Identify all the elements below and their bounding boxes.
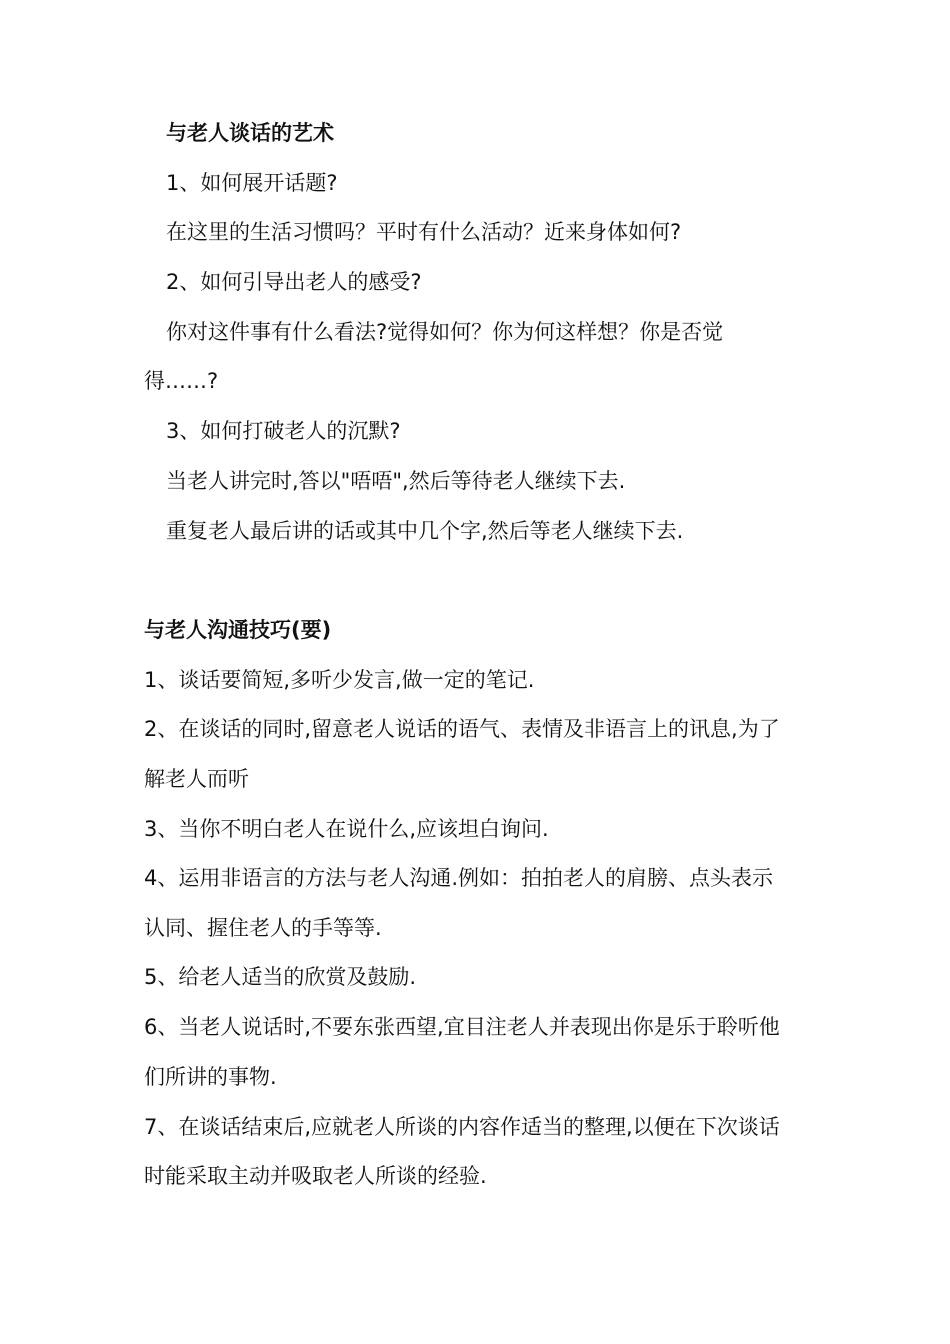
tip-2-line-2: 解老人而听 <box>144 767 249 791</box>
answer-1: 在这里的生活习惯吗？平时有什么活动？近来身体如何? <box>166 220 682 244</box>
tip-1: 1、谈话要简短,多听少发言,做一定的笔记. <box>144 668 535 692</box>
tip-7-line-2: 时能采取主动并吸取老人所谈的经验. <box>144 1164 487 1188</box>
section2-title: 与老人沟通技巧(要) <box>144 618 332 642</box>
tip-6-line-1: 6、当老人说话时,不要东张西望,宜目注老人并表现出你是乐于聆听他 <box>144 1015 780 1039</box>
tip-7-line-1: 7、在谈话结束后,应就老人所谈的内容作适当的整理,以便在下次谈话 <box>144 1115 780 1139</box>
answer-3-part-2: 重复老人最后讲的话或其中几个字,然后等老人继续下去. <box>166 519 684 543</box>
section1-title: 与老人谈话的艺术 <box>166 121 334 145</box>
answer-3-part-1: 当老人讲完时,答以"唔唔",然后等待老人继续下去. <box>166 469 626 493</box>
tip-3: 3、当你不明白老人在说什么,应该坦白询问. <box>144 817 549 841</box>
question-2: 2、如何引导出老人的感受? <box>166 270 422 294</box>
tip-4-line-2: 认同、握住老人的手等等. <box>144 916 382 940</box>
tip-5: 5、给老人适当的欣赏及鼓励. <box>144 965 417 989</box>
tip-6-line-2: 们所讲的事物. <box>144 1065 277 1089</box>
question-1: 1、如何展开话题? <box>166 171 338 195</box>
question-3: 3、如何打破老人的沉默? <box>166 419 401 443</box>
tip-2-line-1: 2、在谈话的同时,留意老人说话的语气、表情及非语言上的讯息,为了 <box>144 717 780 741</box>
tip-4-line-1: 4、运用非语言的方法与老人沟通.例如：拍拍老人的肩膀、点头表示 <box>144 866 774 890</box>
answer-2-line-2: 得……? <box>144 369 219 393</box>
answer-2-line-1: 你对这件事有什么看法?觉得如何？你为何这样想？你是否觉 <box>166 320 724 344</box>
